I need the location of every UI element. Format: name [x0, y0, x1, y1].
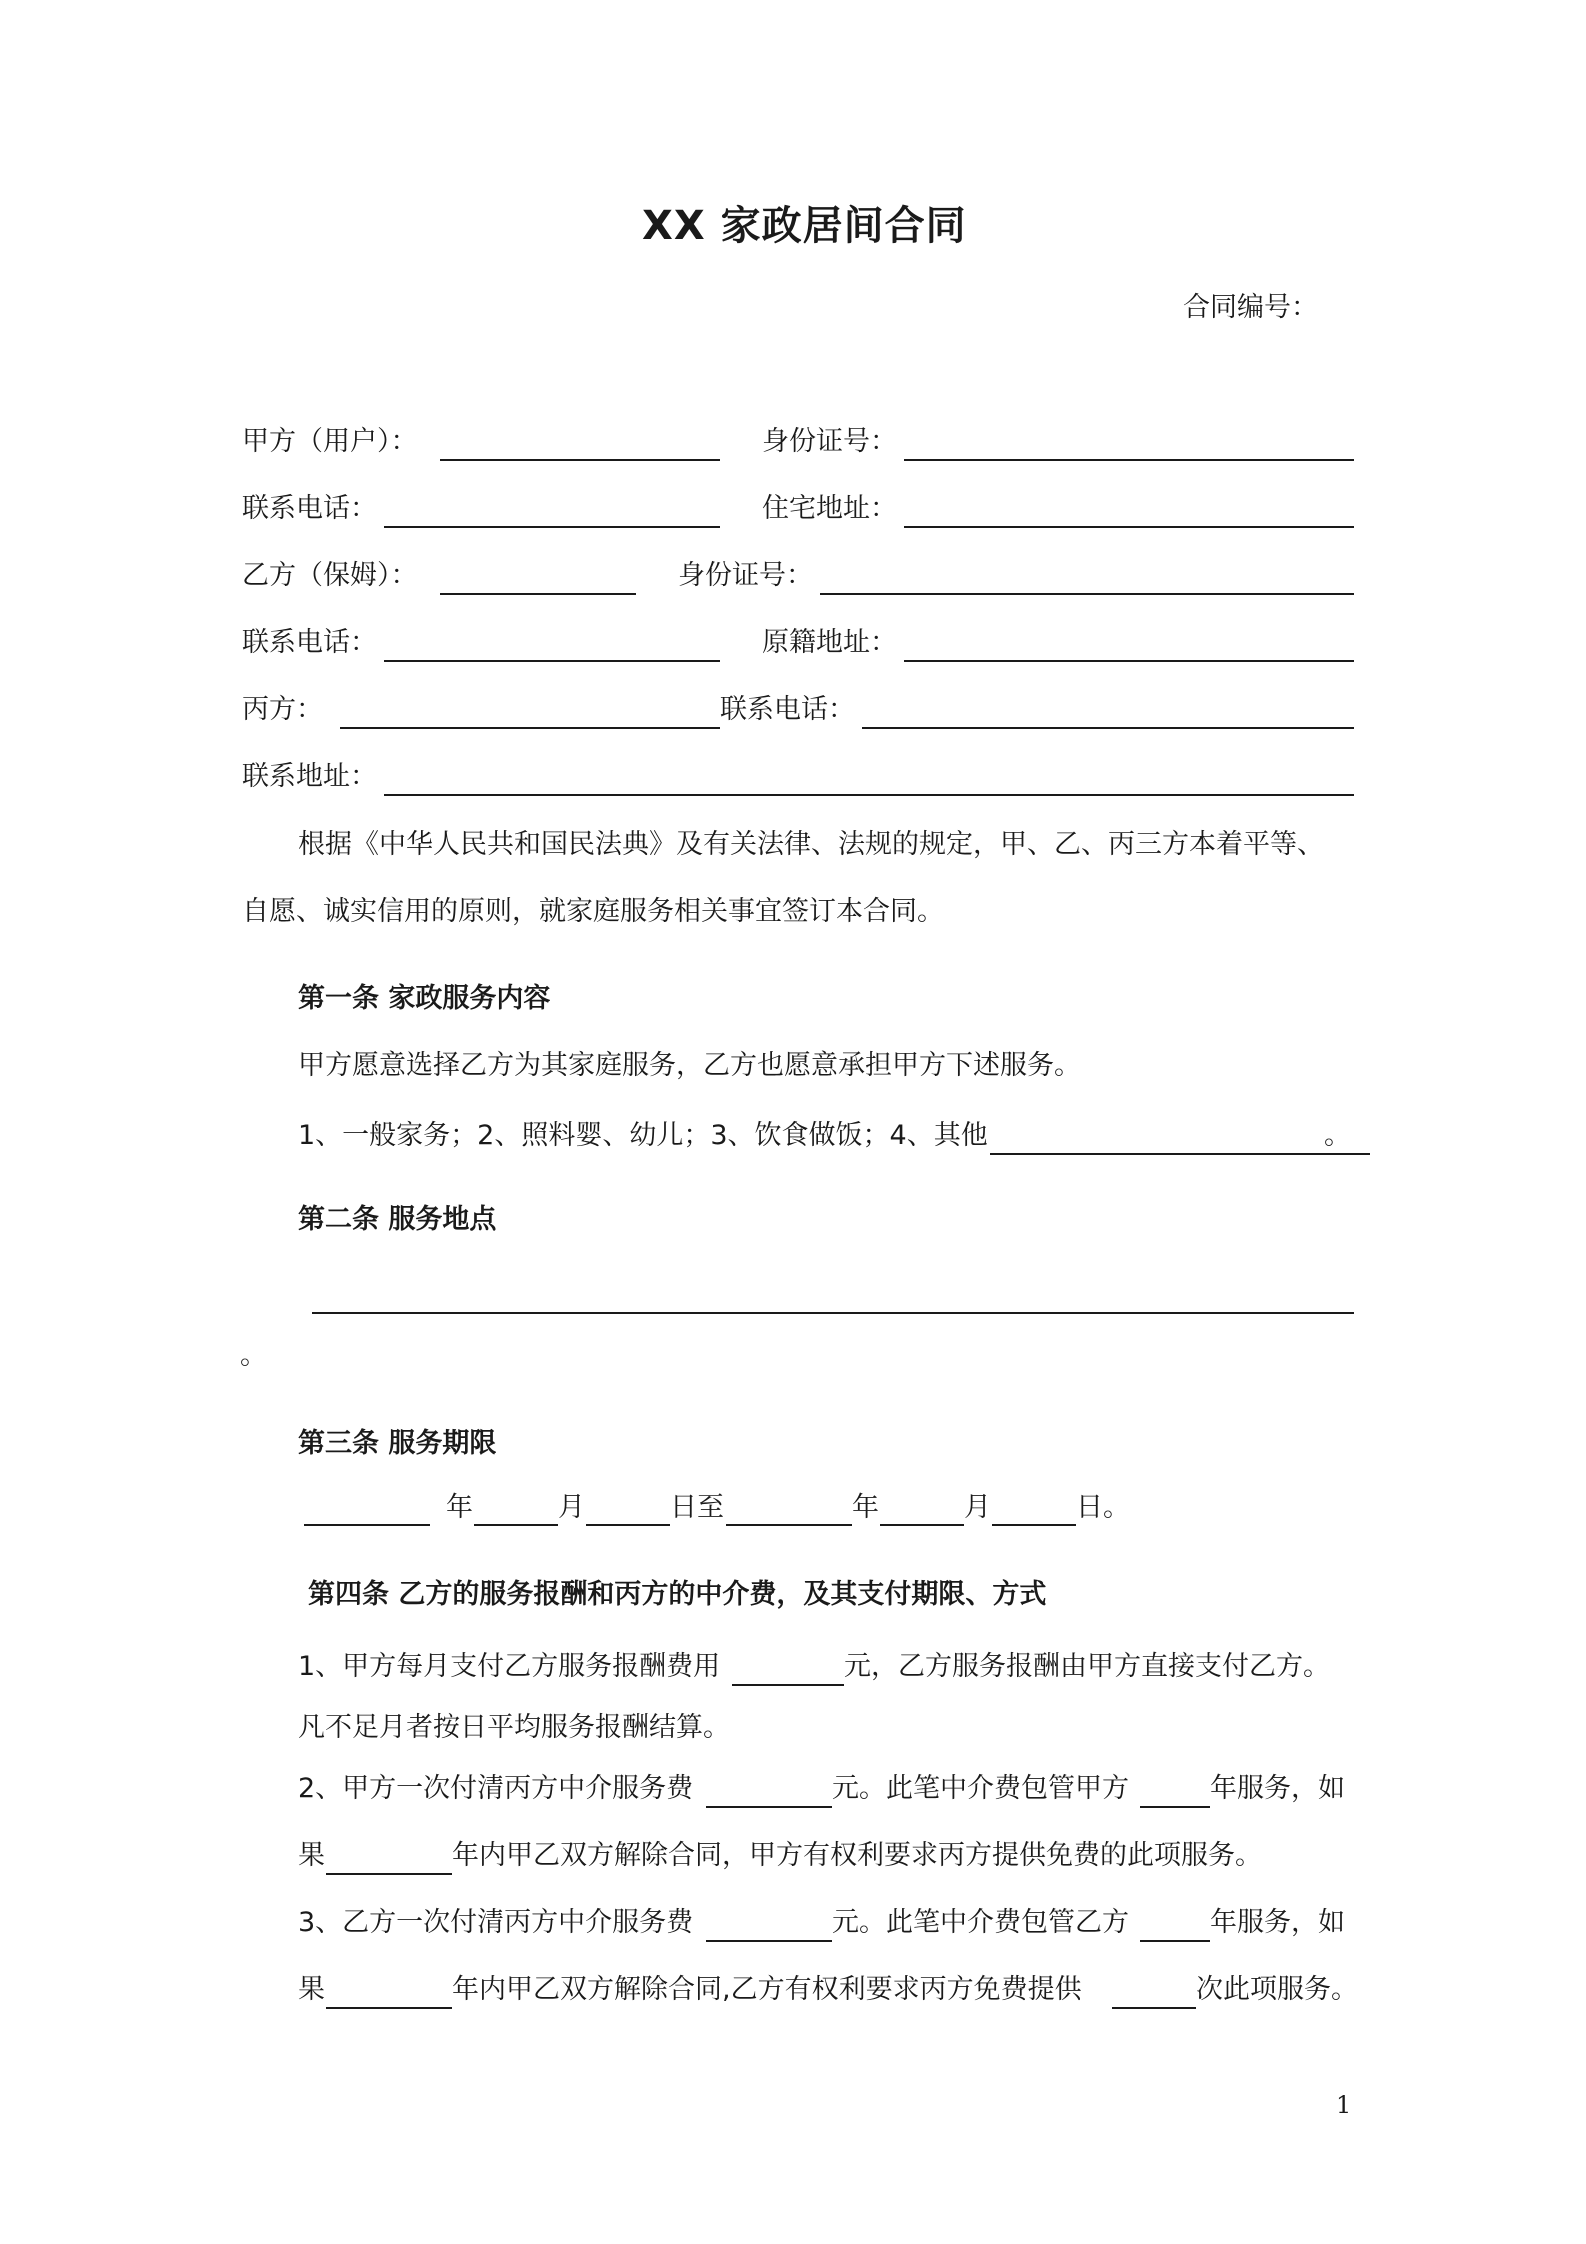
clause-3-part-e: 年内甲乙双方解除合同,乙方有权利要求丙方免费提供 [452, 1974, 1082, 2005]
service-location-field[interactable] [312, 1312, 1354, 1314]
party-b-label: 乙方（保姆）： [242, 560, 418, 591]
party-a-guarantee-years-field[interactable] [1140, 1806, 1210, 1808]
party-b-id-field[interactable] [820, 593, 1354, 595]
party-c-name-field[interactable] [340, 727, 720, 729]
party-a-id-field[interactable] [904, 459, 1354, 461]
clause-2-part-c: 年服务，如 [1210, 1773, 1345, 1804]
start-year-label: 年 [446, 1492, 473, 1523]
party-c-label: 丙方： [242, 694, 323, 725]
preamble-line-1: 根据《中华人民共和国民法典》及有关法律、法规的规定，甲、乙、丙三方本着平等、 [298, 829, 1324, 860]
party-c-address-field[interactable] [384, 794, 1354, 796]
clause-1-part-c: 凡不足月者按日平均服务报酬结算。 [298, 1712, 730, 1743]
party-b-phone-field[interactable] [384, 660, 720, 662]
party-a-name-field[interactable] [440, 459, 720, 461]
end-day-label: 日。 [1076, 1492, 1130, 1523]
clause-2-part-b: 元。此笔中介费包管甲方 [832, 1773, 1129, 1804]
start-month-label: 月 [558, 1492, 585, 1523]
end-month-label: 月 [964, 1492, 991, 1523]
party-a-id-label: 身份证号： [762, 426, 897, 457]
contract-title: XX 家政居间合同 [642, 203, 967, 249]
party-a-phone-field[interactable] [384, 526, 720, 528]
article-2-heading: 第二条 服务地点 [298, 1204, 497, 1235]
party-b-native-address-label: 原籍地址： [762, 627, 897, 658]
clause-2-part-e: 年内甲乙双方解除合同，甲方有权利要求丙方提供免费的此项服务。 [452, 1840, 1262, 1871]
party-a-agency-fee-field[interactable] [706, 1806, 832, 1808]
article-2-end-mark: 。 [240, 1340, 267, 1371]
clause-3-part-c: 年服务，如 [1210, 1907, 1345, 1938]
party-b-native-address-field[interactable] [904, 660, 1354, 662]
article-1-items: 1、一般家务；2、照料婴、幼儿；3、饮食做饭；4、其他 [298, 1120, 988, 1151]
party-b-name-field[interactable] [440, 593, 636, 595]
party-a-phone-label: 联系电话： [242, 493, 377, 524]
monthly-fee-field[interactable] [732, 1684, 844, 1686]
preamble-line-2: 自愿、诚实信用的原则，就家庭服务相关事宜签订本合同。 [242, 896, 944, 927]
article-4-heading: 第四条 乙方的服务报酬和丙方的中介费，及其支付期限、方式 [308, 1579, 1047, 1610]
clause-1-part-b: 元，乙方服务报酬由甲方直接支付乙方。 [844, 1651, 1330, 1682]
article-1-heading: 第一条 家政服务内容 [298, 983, 551, 1014]
party-a-termination-years-field[interactable] [326, 1873, 452, 1875]
party-b-phone-label: 联系电话： [242, 627, 377, 658]
party-b-id-label: 身份证号： [678, 560, 813, 591]
article-3-heading: 第三条 服务期限 [298, 1428, 497, 1459]
free-service-times-field[interactable] [1112, 2007, 1196, 2009]
party-c-phone-label: 联系电话： [720, 694, 855, 725]
party-a-label: 甲方（用户）： [242, 426, 418, 457]
party-c-phone-field[interactable] [862, 727, 1354, 729]
party-a-home-address-label: 住宅地址： [762, 493, 897, 524]
page-number: 1 [1336, 2091, 1352, 2119]
clause-3-part-f: 次此项服务。 [1196, 1974, 1358, 2005]
clause-2-part-d: 果 [298, 1840, 325, 1871]
party-b-guarantee-years-field[interactable] [1140, 1940, 1210, 1942]
start-day-label: 日至 [670, 1492, 724, 1523]
party-a-home-address-field[interactable] [904, 526, 1354, 528]
clause-3-part-b: 元。此笔中介费包管乙方 [832, 1907, 1129, 1938]
contract-number-label: 合同编号： [1183, 292, 1318, 323]
article-1-other-field[interactable] [990, 1153, 1370, 1155]
clause-3-part-a: 3、乙方一次付清丙方中介服务费 [298, 1907, 694, 1938]
clause-1-part-a: 1、甲方每月支付乙方服务报酬费用 [298, 1651, 721, 1682]
start-month-field[interactable] [474, 1524, 558, 1526]
end-year-field[interactable] [726, 1524, 852, 1526]
start-year-field[interactable] [304, 1524, 430, 1526]
party-b-termination-years-field[interactable] [326, 2007, 452, 2009]
end-year-label: 年 [852, 1492, 879, 1523]
clause-3-part-d: 果 [298, 1974, 325, 2005]
start-day-field[interactable] [586, 1524, 670, 1526]
party-b-agency-fee-field[interactable] [706, 1940, 832, 1942]
article-1-end-mark: 。 [1324, 1120, 1351, 1151]
party-c-address-label: 联系地址： [242, 761, 377, 792]
clause-2-part-a: 2、甲方一次付清丙方中介服务费 [298, 1773, 694, 1804]
end-day-field[interactable] [992, 1524, 1076, 1526]
article-1-text: 甲方愿意选择乙方为其家庭服务，乙方也愿意承担甲方下述服务。 [298, 1050, 1081, 1081]
end-month-field[interactable] [880, 1524, 964, 1526]
